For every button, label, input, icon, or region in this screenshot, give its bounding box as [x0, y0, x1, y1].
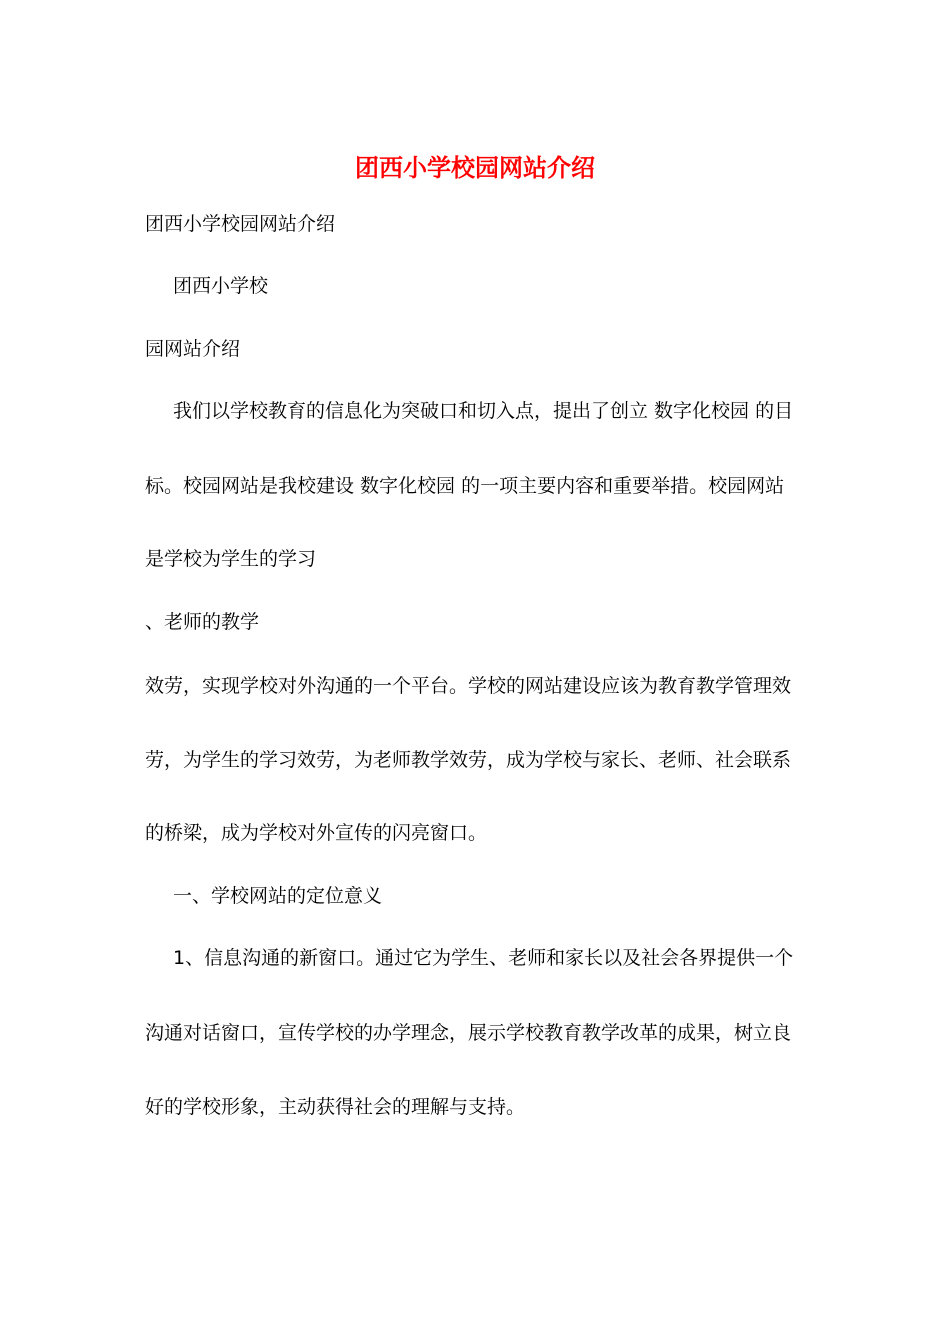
paragraph-line: 的桥梁，成为学校对外宣传的闪亮窗口。 — [145, 822, 488, 844]
paragraph-line: 好的学校形象，主动获得社会的理解与支持。 — [145, 1096, 526, 1118]
paragraph-line: 1、信息沟通的新窗口。通过它为学生、老师和家长以及社会各界提供一个 — [173, 947, 794, 969]
document-title: 团西小学校园网站介绍 — [355, 153, 595, 182]
section-heading: 一、学校网站的定位意义 — [173, 885, 383, 907]
paragraph-line: 效劳，实现学校对外沟通的一个平台。学校的网站建设应该为教育教学管理效 — [145, 675, 792, 697]
school-name-line: 团西小学校 — [173, 275, 269, 297]
paragraph-line: 、老师的教学 — [145, 611, 260, 633]
paragraph-line: 劳，为学生的学习效劳，为老师教学效劳，成为学校与家长、老师、社会联系 — [145, 749, 792, 771]
paragraph-line: 沟通对话窗口，宣传学校的办学理念，展示学校教育教学改革的成果，树立良 — [145, 1022, 792, 1044]
paragraph-line: 是学校为学生的学习 — [145, 548, 317, 570]
subtitle-line: 团西小学校园网站介绍 — [145, 213, 336, 235]
intro-heading-line: 园网站介绍 — [145, 338, 241, 360]
paragraph-line: 我们以学校教育的信息化为突破口和切入点，提出了创立 数字化校园 的目 — [173, 400, 794, 422]
paragraph-line: 标。校园网站是我校建设 数字化校园 的一项主要内容和重要举措。校园网站 — [145, 475, 785, 497]
